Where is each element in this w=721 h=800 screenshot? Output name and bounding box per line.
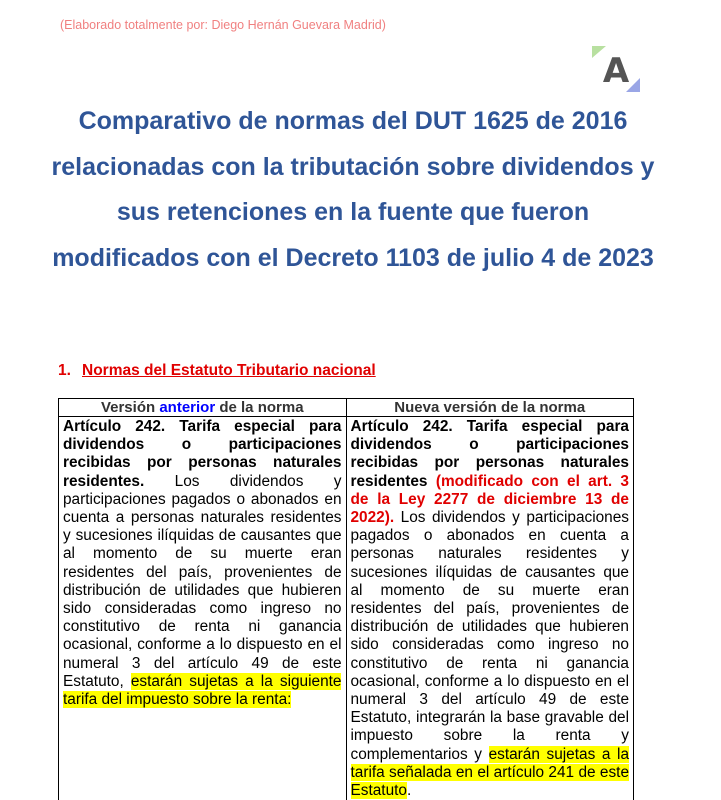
section-heading — [58, 362, 376, 380]
modification-note: (modificado con el art. 3 de la Ley 2277 de diciembre 13 de 2022). — [351, 473, 630, 526]
highlighted-text: estarán sujetas a la siguiente tarifa del impuesto sobre la renta: — [63, 673, 341, 708]
actualicese-logo-icon — [590, 44, 642, 94]
logo-letter: A — [603, 51, 630, 91]
table-header-row — [59, 399, 634, 417]
comparison-table — [58, 398, 634, 800]
article-heading: Artículo 242. Tarifa especial para dividendos o participaciones recibidas por personas naturales residentes. — [63, 418, 342, 490]
header-new-version: Nueva versión de la norma — [346, 399, 634, 417]
previous-version-cell — [59, 417, 347, 800]
highlighted-text: estarán sujetas a la tarifa señalada en el artículo 241 de este Estatuto — [351, 746, 630, 799]
article-heading: Artículo 242. Tarifa especial para dividendos o participaciones recibidas por personas naturales residentes — [351, 418, 630, 490]
page-title: Comparativo de normas del DUT 1625 de 2016 relacionadas con la tributación sobre dividendos y sus retenciones en la fuente que fueron modificados con el Decreto 1103 de julio 4 de 2023 — [40, 99, 666, 281]
header-anterior-word: anterior — [159, 399, 215, 416]
new-version-cell: Artículo 242. Tarifa especial para dividendos o participaciones recibidas por personas naturales residentes (modificado con el art. 3 de la Ley 2277 de diciembre 13 de 2022). Los dividendos y participaciones pagados o abonados en cuenta a personas naturales residentes y sucesiones ilíquidas de causantes que al momento de su muerte eran residentes del país, provenientes de distribución de utilidades que hubieren sido consideradas como ingreso no constitutivo de renta ni ganancia ocasional, conforme a lo dispuesto en el numeral 3 del artículo 49 de este Estatuto, integrarán la base gravable del impuesto sobre la renta y complementarios y estarán sujetas a la tarifa señalada en el artículo 241 de este Estatuto. — [346, 417, 634, 800]
section-link[interactable]: Normas del Estatuto Tributario nacional — [82, 362, 376, 379]
article-body: Los dividendos y participaciones pagados o abonados en cuenta a personas naturales residentes y sucesiones ilíquidas de causantes que al momento de su muerte eran residentes del país, provenientes de distribución de utilidades que hubieren sido consideradas como ingreso no constitutivo de renta ni ganancia ocasional, conforme a lo dispuesto en el numeral 3 del artículo 49 de este Estatuto, — [63, 473, 342, 690]
article-body: Los dividendos y participaciones pagados o abonados en cuenta a personas naturales residentes y sucesiones ilíquidas de causantes que al momento de su muerte eran residentes del país, provenientes de distribución de utilidades que hubieren sido consideradas como ingreso no constitutivo de renta ni ganancia ocasional, conforme a lo dispuesto en el numeral 3 del artículo 49 de este Estatuto, integrarán la base gravable del impuesto sobre la renta y complementarios y — [351, 509, 630, 763]
header-previous-version: Versión anterior de la norma — [59, 399, 347, 417]
author-note: (Elaborado totalmente por: Diego Hernán Guevara Madrid) — [60, 18, 386, 32]
table-row — [59, 417, 634, 800]
section-number: 1. — [58, 362, 82, 380]
